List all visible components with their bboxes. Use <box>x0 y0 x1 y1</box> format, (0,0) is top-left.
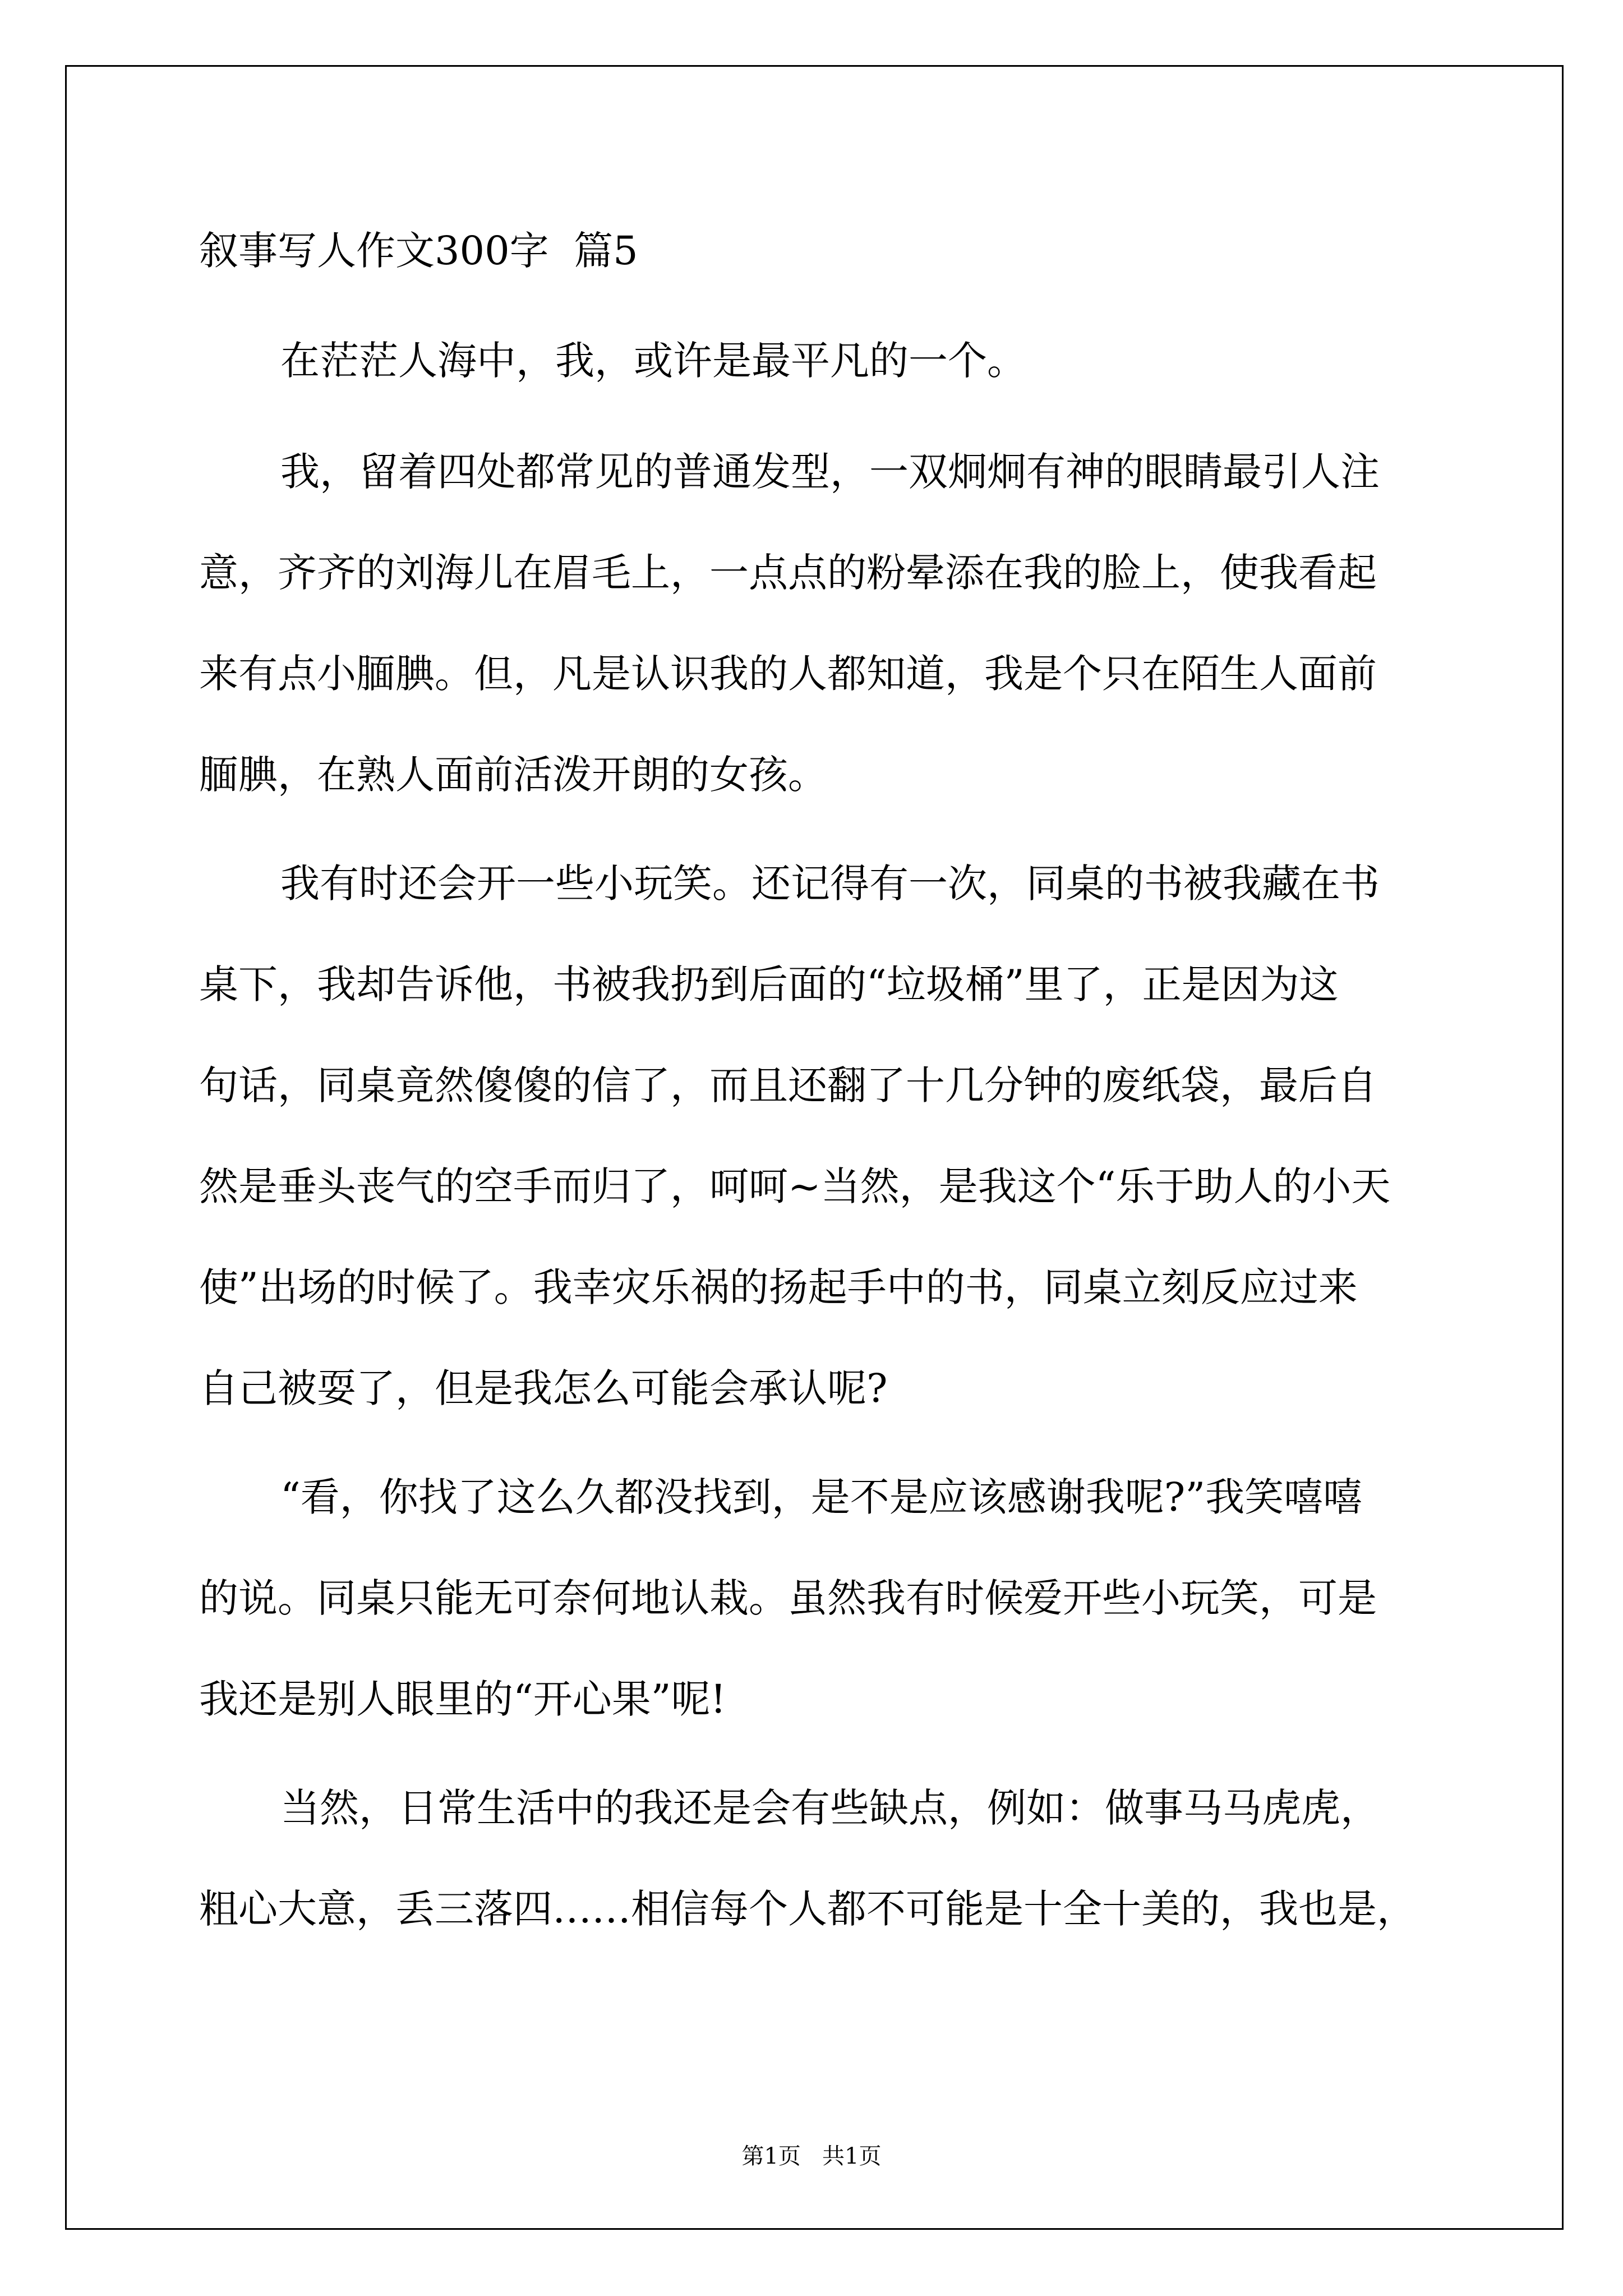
paragraph-line: 意，齐齐的刘海儿在眉毛上，一点点的粉晕添在我的脸上，使我看起 <box>199 550 1377 596</box>
paragraph-line: 自己被耍了，但是我怎么可能会承认呢? <box>199 1365 888 1411</box>
paragraph-line: “看，你找了这么久都没找到，是不是应该感谢我呢?”我笑嘻嘻 <box>280 1474 1363 1520</box>
document-title: 叙事写人作文300字 篇5 <box>199 228 638 274</box>
paragraph-line: 句话，同桌竟然傻傻的信了，而且还翻了十几分钟的废纸袋，最后自 <box>199 1062 1377 1108</box>
page-number: 第1页 共1页 <box>741 2143 882 2169</box>
paragraph-line: 我还是别人眼里的“开心果”呢! <box>199 1676 726 1722</box>
paragraph-line: 然是垂头丧气的空手而归了，呵呵~当然，是我这个“乐于助人的小天 <box>199 1163 1391 1209</box>
paragraph-line: 使”出场的时候了。我幸灾乐祸的扬起手中的书，同桌立刻反应过来 <box>199 1264 1358 1310</box>
paragraph-line: 来有点小腼腆。但，凡是认识我的人都知道，我是个只在陌生人面前 <box>199 651 1377 697</box>
paragraph-line: 我有时还会开一些小玩笑。还记得有一次，同桌的书被我藏在书 <box>280 861 1380 907</box>
paragraph-line: 在茫茫人海中，我，或许是最平凡的一个。 <box>280 338 1026 384</box>
paragraph-line: 的说。同桌只能无可奈何地认栽。虽然我有时候爱开些小玩笑，可是 <box>199 1575 1377 1621</box>
paragraph-line: 粗心大意，丢三落四……相信每个人都不可能是十全十美的，我也是， <box>199 1886 1416 1932</box>
paragraph-line: 我，留着四处都常见的普通发型，一双炯炯有神的眼睛最引人注 <box>280 449 1380 495</box>
paragraph-line: 当然，日常生活中的我还是会有些缺点，例如：做事马马虎虎， <box>280 1785 1380 1831</box>
paragraph-line: 桌下，我却告诉他，书被我扔到后面的“垃圾桶”里了，正是因为这 <box>199 961 1339 1007</box>
paragraph-line: 腼腆，在熟人面前活泼开朗的女孩。 <box>199 752 827 798</box>
